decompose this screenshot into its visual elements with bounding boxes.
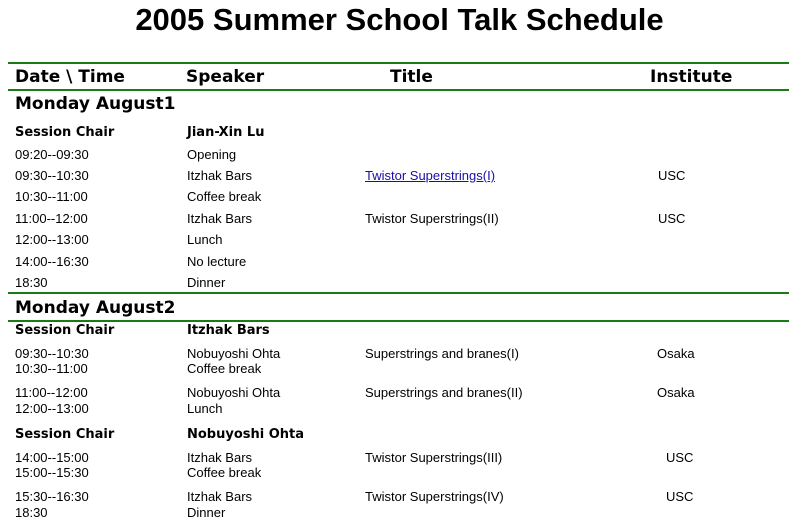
divider (8, 292, 789, 294)
speaker-cell: Nobuyoshi Ohta (187, 385, 281, 400)
time-cell: 11:00--12:00 (15, 211, 88, 226)
time-cell: 18:30 (15, 275, 48, 290)
speaker-cell: Itzhak Bars (187, 489, 253, 504)
speaker-cell: Itzhak Bars (187, 450, 253, 465)
day-heading: Monday August2 (15, 298, 176, 318)
talk-title-link[interactable]: Twistor Superstrings(I) (365, 168, 496, 183)
divider (8, 62, 789, 64)
institute-cell: Osaka (657, 385, 695, 400)
time-cell: 09:30--10:30 (15, 346, 89, 361)
speaker-cell: Coffee break (187, 361, 262, 376)
speaker-cell: Opening (187, 147, 237, 162)
speaker-cell: Itzhak Bars (187, 168, 253, 183)
session-chair-label: Session Chair (15, 427, 115, 442)
time-cell: 12:00--13:00 (15, 232, 89, 247)
time-cell: 10:30--11:00 (15, 189, 88, 204)
institute-cell: USC (658, 211, 686, 226)
session-chair-name: Nobuyoshi Ohta (187, 427, 305, 442)
speaker-cell: Lunch (187, 401, 223, 416)
speaker-cell: No lecture (187, 254, 247, 269)
institute-cell: USC (658, 168, 686, 183)
time-cell: 15:00--15:30 (15, 465, 89, 480)
time-cell: 14:00--16:30 (15, 254, 89, 269)
talk-title: Twistor Superstrings(IV) (365, 489, 504, 504)
speaker-cell: Coffee break (187, 189, 262, 204)
speaker-cell: Lunch (187, 232, 223, 247)
day-heading: Monday August1 (15, 94, 176, 114)
speaker-cell: Nobuyoshi Ohta (187, 346, 281, 361)
time-cell: 14:00--15:00 (15, 450, 89, 465)
column-header-institute: Institute (650, 67, 733, 87)
divider (8, 320, 789, 322)
time-cell: 18:30 (15, 505, 48, 520)
column-header-title: Title (390, 67, 433, 87)
speaker-cell: Dinner (187, 505, 226, 520)
time-cell: 09:20--09:30 (15, 147, 89, 162)
session-chair-label: Session Chair (15, 125, 115, 140)
time-cell: 15:30--16:30 (15, 489, 89, 504)
column-header-date-time: Date \ Time (15, 67, 125, 87)
speaker-cell: Coffee break (187, 465, 262, 480)
time-cell: 09:30--10:30 (15, 168, 89, 183)
time-cell: 10:30--11:00 (15, 361, 88, 376)
column-header-speaker: Speaker (186, 67, 265, 87)
divider (8, 89, 789, 91)
session-chair-name: Jian-Xin Lu (187, 125, 265, 140)
institute-cell: Osaka (657, 346, 695, 361)
talk-title: Twistor Superstrings(II) (365, 211, 499, 226)
time-cell: 12:00--13:00 (15, 401, 89, 416)
talk-title: Superstrings and branes(II) (365, 385, 523, 400)
session-chair-label: Session Chair (15, 323, 115, 338)
speaker-cell: Itzhak Bars (187, 211, 253, 226)
session-chair-name: Itzhak Bars (187, 323, 270, 338)
institute-cell: USC (666, 450, 694, 465)
page-title: 2005 Summer School Talk Schedule (135, 2, 664, 37)
talk-title: Superstrings and branes(I) (365, 346, 519, 361)
institute-cell: USC (666, 489, 694, 504)
talk-title: Twistor Superstrings(III) (365, 450, 503, 465)
speaker-cell: Dinner (187, 275, 226, 290)
time-cell: 11:00--12:00 (15, 385, 88, 400)
